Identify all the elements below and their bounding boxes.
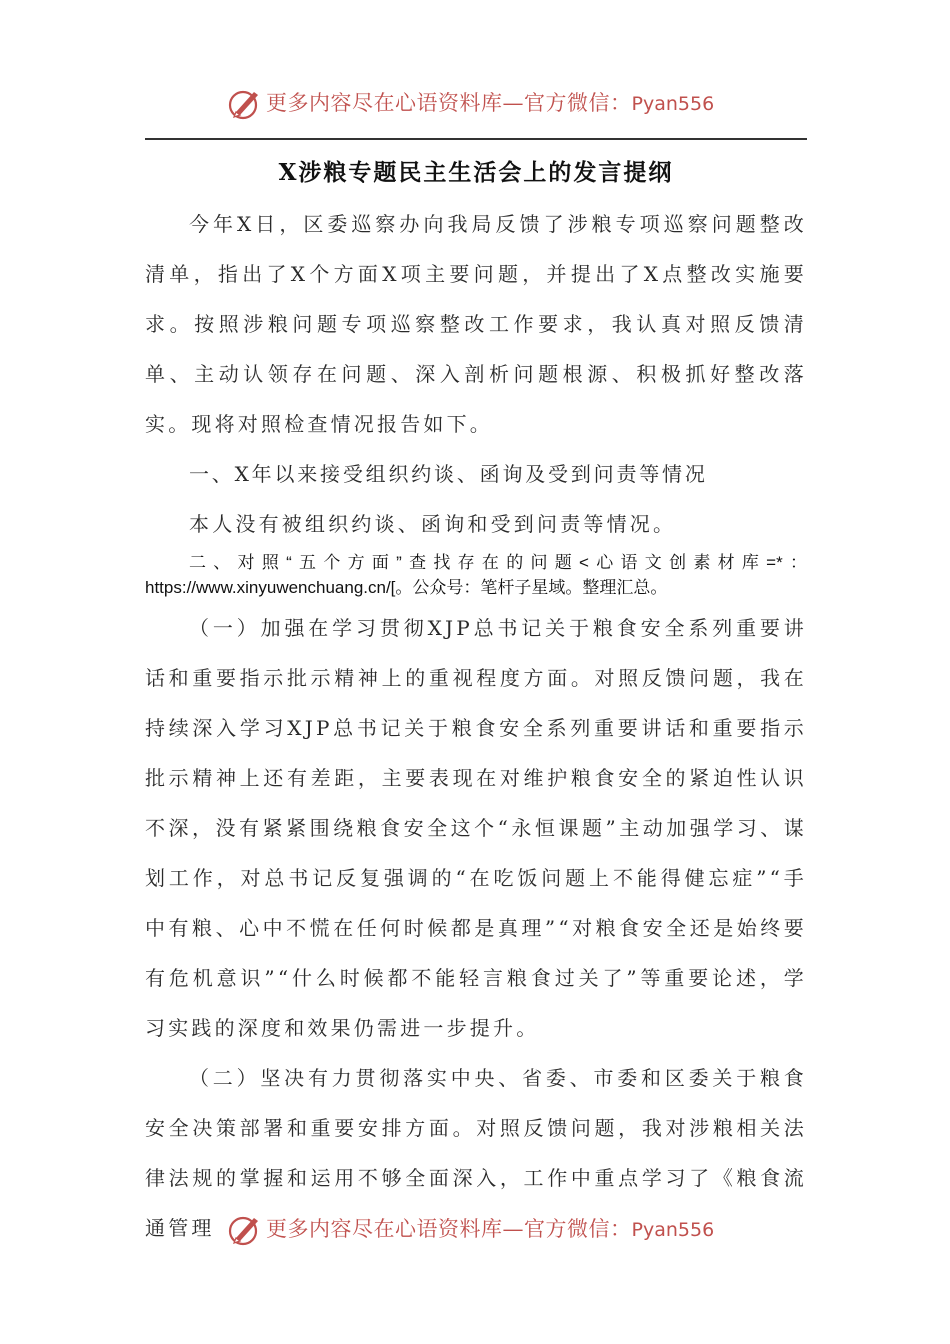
banner-text: [266, 88, 714, 119]
section-heading-1: 一、X年以来接受组织约谈、函询及受到问责等情况: [189, 462, 708, 486]
footer-banner: [0, 1208, 950, 1252]
paragraph-item-2: （二）坚决有力贯彻落实中央、省委、市委和区委关于粮食安全决策部署和重要安排方面。对照反馈问题，我对涉粮相关法律法规的掌握和运用不够全面深入，工作中重点学习了《粮食流通管理: [145, 1066, 807, 1240]
document-title: X涉粮专题民主生活会上的发言提纲: [278, 159, 674, 186]
paragraph-intro: 今年X日，区委巡察办向我局反馈了涉粮专项巡察问题整改清单，指出了X个方面X项主要问题，并提出了X点整改实施要求。按照涉粮问题专项巡察整改工作要求，我认真对照反馈清单、主动认领存在问题、深入剖析问题根源、积极抓好整改落实。现将对照检查情况报告如下。: [145, 212, 807, 436]
banner-wechat-id: Pyan556: [631, 1219, 715, 1241]
banner-label: 更多内容尽在心语资料库—官方微信：: [266, 91, 632, 115]
banner-wechat-id: Pyan556: [631, 93, 715, 115]
pen-icon: [227, 1212, 263, 1248]
pen-icon: [227, 86, 263, 122]
section-heading-2: 二、对照“五个方面”查找存在的问题<心语文创素材库=*：https://www.xinyuwenchuang.cn/[。公众号：笔杆子星域。整理汇总。: [145, 553, 807, 597]
banner-text: [266, 1214, 714, 1245]
header-banner: [0, 82, 950, 126]
header-divider: [145, 138, 807, 140]
paragraph-item-1: （一）加强在学习贯彻XJP总书记关于粮食安全系列重要讲话和重要指示批示精神上的重视程度方面。对照反馈问题，我在持续深入学习XJP总书记关于粮食安全系列重要讲话和重要指示批示精神上还有差距，主要表现在对维护粮食安全的紧迫性认识不深，没有紧紧围绕粮食安全这个“永恒课题”主动加强学习、谋划工作，对总书记反复强调的“在吃饭问题上不能得健忘症”“手中有粮、心中不慌在任何时候都是真理”“对粮食安全还是始终要有危机意识”“什么时候都不能轻言粮食过关了”等重要论述，学习实践的深度和效果仍需进一步提升。: [145, 616, 807, 1040]
paragraph-section-1: 本人没有被组织约谈、函询和受到问责等情况。: [189, 512, 677, 536]
banner-label: 更多内容尽在心语资料库—官方微信：: [266, 1217, 632, 1241]
document-body: [145, 199, 807, 1253]
